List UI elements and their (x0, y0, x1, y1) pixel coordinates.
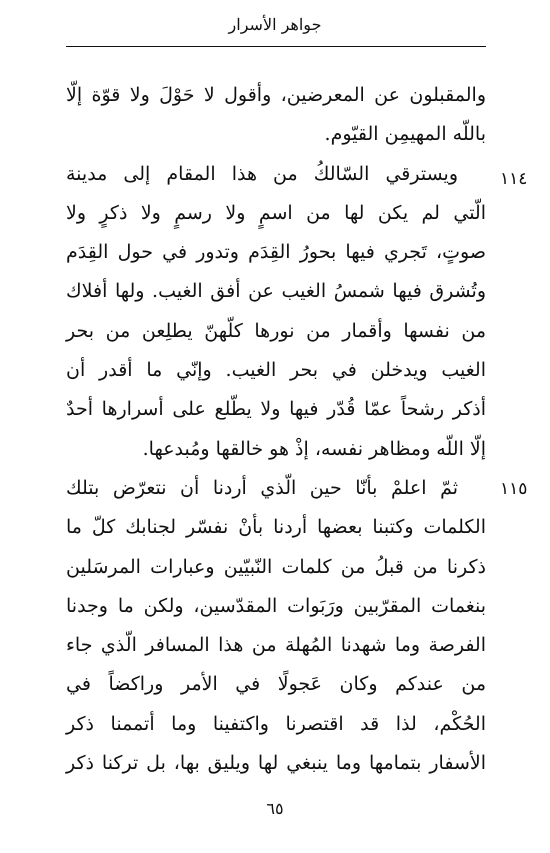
text-line: من عندكم وكان عَجولًا في الأمر وراكضاً في (66, 673, 486, 696)
text-line: الحُكْم، لذا قد اقتصرنا واكتفينا وما أتممنا ذكر (66, 712, 486, 735)
paragraph-115 (66, 469, 486, 783)
text-line: صوتٍ، تَجري فيها بحورُ القِدَم وتدور في حول القِدَم (66, 241, 486, 264)
paragraph-number-115: ١١٥ (500, 479, 528, 499)
text-line: بنغمات المقرّبين ورَبَوات المقدّسين، ولكن ما وجدنا (66, 594, 486, 617)
text-line: أذكر رشحاً عمّا قُدّر فيها ولا يطّلع على أسرارها أحدٌ (66, 398, 486, 421)
header-rule (66, 46, 486, 47)
text-line: الغيب ويدخلن في بحر الغيب. وإنّي ما أقدر أن (66, 359, 486, 382)
paragraph-continuation (66, 76, 486, 155)
text-line: والمقبلون عن المعرضين، وأقول لا حَوْلَ ولا قوّة إلّا (66, 84, 486, 106)
paragraph-number-114: ١١٤ (500, 169, 528, 189)
text-line: ذكرنا من قبلُ من كلمات النّبيّين وعبارات المرسَلين (66, 555, 486, 578)
text-line: باللّه المهيمِن القيّوم. (324, 123, 486, 146)
text-line: إلّا اللّه ومظاهر نفسه، إذْ هو خالقها ومُبدعها. (142, 437, 486, 460)
text-line: الّتي لم يكن لها من اسمٍ ولا رسمٍ ولا ذكرٍ ولا (66, 201, 486, 224)
page-number: ٦٥ (266, 799, 284, 818)
text-line: الفرصة وما شهدنا المُهلة من هذا المسافر الّذي جاء (66, 634, 486, 657)
paragraph-114 (66, 155, 486, 469)
text-line: وتُشرق فيها شمسُ الغيب عن أفق الغيب. ولها أفلاك (66, 280, 486, 303)
running-head: جواهر الأسرار (228, 15, 322, 34)
text-line: ثمّ اعلمْ بأنّا حين الّذي أردنا أن نتعرّض بتلك (66, 476, 458, 499)
body-text (66, 76, 486, 783)
text-line: من نفسها وأقمار من نورها كلّهنّ يطلِعن من بحر (66, 319, 486, 342)
text-line: ويسترقي السّالكُ من هذا المقام إلى مدينة (66, 162, 458, 185)
text-line: الكلمات وكتبنا بعضها أردنا بأنْ نفسّر لجنابك كلّ ما (66, 516, 486, 539)
text-line: الأسفار بتمامها وما ينبغي لها ويليق بها، بل تركنا ذكر (66, 752, 486, 775)
